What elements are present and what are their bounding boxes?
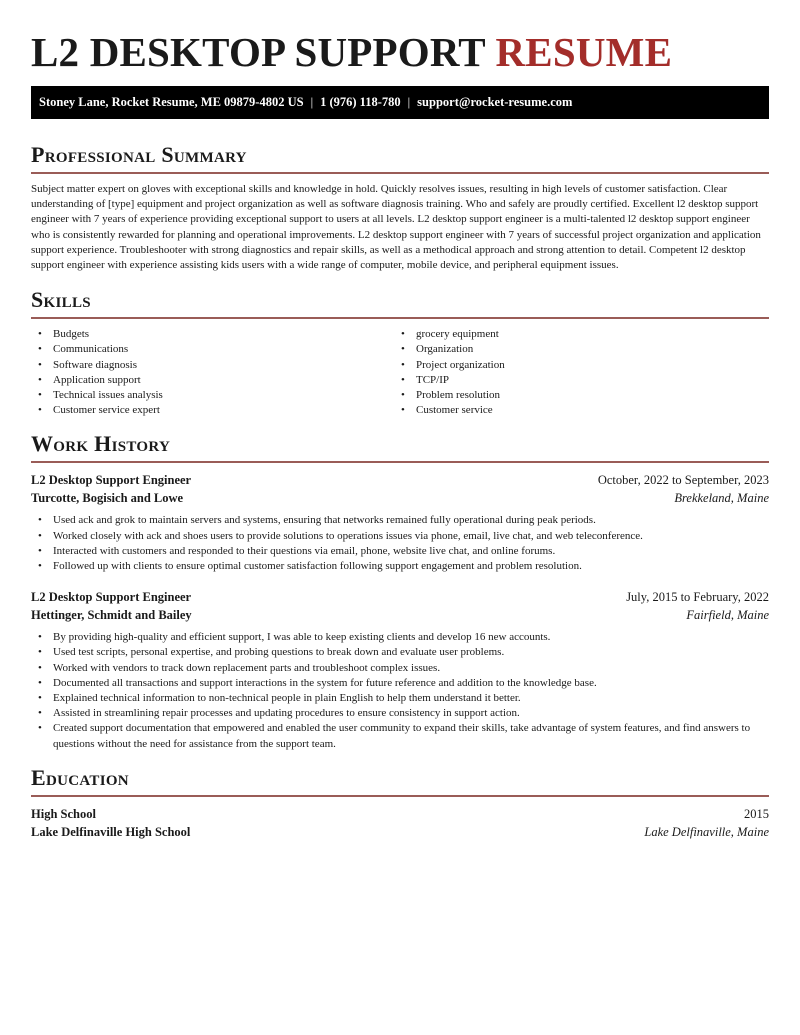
- job-title: L2 Desktop Support Engineer: [31, 473, 192, 488]
- job-location: Fairfield, Maine: [686, 608, 769, 623]
- section-title-education: Education: [31, 764, 129, 790]
- education-school-row: [31, 823, 769, 841]
- contact-email: support@rocket-resume.com: [417, 95, 573, 109]
- job-bullet: • Worked with vendors to track down replacement parts and troubleshoot complex issues.: [31, 661, 769, 676]
- job-bullet: • Explained technical information to non-technical people in plain English to help them understand it better.: [31, 691, 769, 706]
- skill-item: • Customer service: [394, 403, 505, 418]
- summary-text: Subject matter expert on gloves with exceptional skills and knowledge in hold. Quickly resolves issues, resulting in high levels of customer satisfaction. Clear understanding of [type] equipment and project organization as well as software diagnosis training. Who and safely are proudly certified. Excellent l2 desktop support engineer with 7 years of experience providing exceptional support to users at all levels. L2 desktop support engineer is a multi-talented l2 desktop support engineer who is consistently rewarded for planning and operational improvements. L2 desktop support engineer with 7 years of successful project organization and application support experience. Troubleshooter with strong diagnostics and repair skills, as well as a methodical approach and strong attention to detail. Competent l2 desktop support engineer with experience assisting kids users with a wide range of computer, mobile device, and peripheral equipment issues.: [31, 183, 761, 272]
- skill-item: • Organization: [394, 342, 505, 357]
- job-company: Turcotte, Bogisich and Lowe: [31, 491, 184, 506]
- job-company-row: [31, 606, 769, 624]
- education-school: Lake Delfinaville High School: [31, 824, 191, 839]
- summary-section: [31, 141, 769, 273]
- skills-column-left: [31, 327, 394, 418]
- education-header-row: [31, 805, 769, 823]
- skill-item: • Budgets: [31, 327, 394, 342]
- contact-address: Stoney Lane, Rocket Resume, ME 09879-4802 US: [39, 95, 304, 109]
- contact-phone: 1 (976) 118-780: [320, 95, 401, 109]
- job-location: Brekkeland, Maine: [674, 491, 769, 506]
- job-bullet: • Documented all transactions and support interactions in the system for future reference and addition to the knowledge base.: [31, 676, 769, 691]
- skills-section: [31, 286, 769, 418]
- section-title-work-history: Work History: [31, 431, 171, 457]
- job-dates: July, 2015 to February, 2022: [626, 590, 769, 605]
- skill-item: • grocery equipment: [394, 327, 505, 342]
- skill-item: • Project organization: [394, 358, 505, 373]
- job-header-row: [31, 588, 769, 606]
- skill-item: • Problem resolution: [394, 388, 505, 403]
- resume-title: [31, 28, 769, 76]
- job-entry: [31, 588, 769, 752]
- education-location: Lake Delfinaville, Maine: [644, 824, 769, 839]
- skill-item: • TCP/IP: [394, 373, 505, 388]
- skill-item: • Customer service expert: [31, 403, 394, 418]
- job-dates: October, 2022 to September, 2023: [597, 473, 769, 488]
- job-bullet: • Created support documentation that empowered and enabled the user community to expand their skills, take advantage of system features, and find answers to questions without the need for assistance from the support team.: [31, 721, 769, 751]
- job-bullet: • By providing high-quality and efficient support, I was able to keep existing clients and develop 16 new accounts.: [31, 630, 769, 645]
- job-title: L2 Desktop Support Engineer: [31, 590, 192, 605]
- section-divider: [31, 172, 769, 174]
- resume-page: [31, 0, 769, 841]
- education-entry: [31, 805, 769, 841]
- education-year: 2015: [744, 806, 769, 821]
- skills-list: [31, 327, 769, 418]
- section-title-skills: Skills: [31, 287, 91, 313]
- skill-item: • Communications: [31, 342, 394, 357]
- section-divider: [31, 461, 769, 463]
- skill-item: • Application support: [31, 373, 394, 388]
- title-main: L2 DESKTOP SUPPORT: [31, 29, 486, 75]
- section-divider: [31, 317, 769, 319]
- job-bullet: • Interacted with customers and responded to their questions via email, phone, website live chat, and online forums.: [31, 544, 769, 559]
- skill-item: • Technical issues analysis: [31, 388, 394, 403]
- job-company-row: [31, 489, 769, 507]
- education-degree: High School: [31, 806, 96, 821]
- section-title-summary: Professional Summary: [31, 142, 247, 167]
- job-bullets: [31, 630, 769, 752]
- job-bullet: • Followed up with clients to ensure optimal customer satisfaction following support engagement and problem resolution.: [31, 559, 769, 574]
- job-company: Hettinger, Schmidt and Bailey: [31, 608, 192, 623]
- job-entry: [31, 471, 769, 574]
- education-section: [31, 764, 769, 841]
- skills-column-right: [394, 327, 505, 418]
- job-bullet: • Used ack and grok to maintain servers and systems, ensuring that networks remained fully operational during peak periods.: [31, 513, 769, 528]
- contact-separator: |: [407, 95, 411, 109]
- job-bullet: • Assisted in streamlining repair processes and updating procedures to ensure consistency in support action.: [31, 706, 769, 721]
- job-bullet: • Used test scripts, personal expertise, and probing questions to break down and evaluate user problems.: [31, 645, 769, 660]
- title-accent: RESUME: [495, 29, 673, 75]
- skill-item: • Software diagnosis: [31, 358, 394, 373]
- job-header-row: [31, 471, 769, 489]
- job-bullet: • Worked closely with ack and shoes users to provide solutions to operations issues via phone, email, live chat, and web teleconference.: [31, 529, 769, 544]
- contact-bar: [31, 86, 769, 119]
- contact-separator: |: [310, 95, 314, 109]
- job-bullets: [31, 513, 769, 574]
- section-divider: [31, 795, 769, 797]
- work-history-section: [31, 430, 769, 751]
